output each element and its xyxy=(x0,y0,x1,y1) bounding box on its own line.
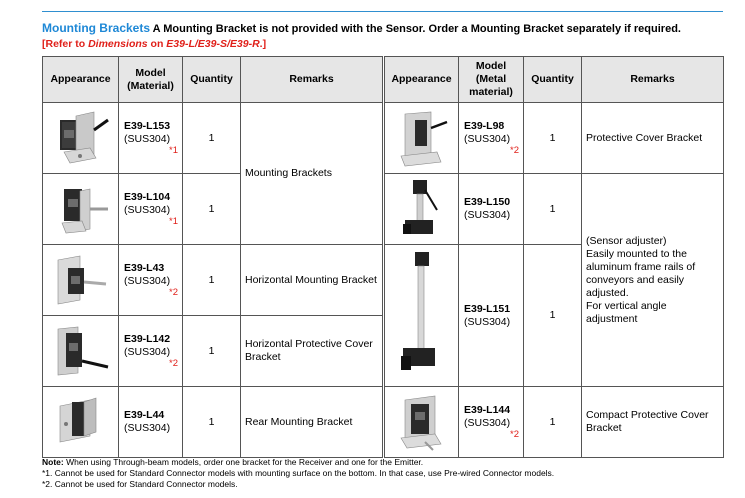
model-cell xyxy=(459,245,524,387)
quantity-cell: 1 xyxy=(524,245,582,387)
model-name: E39-L144 xyxy=(464,404,511,416)
table-row xyxy=(43,316,383,387)
bracket-l44-icon xyxy=(43,387,119,458)
model-material: (SUS304) xyxy=(124,133,171,145)
table-row xyxy=(43,245,383,316)
model-material: (SUS304) xyxy=(464,417,511,429)
quantity-cell: 1 xyxy=(524,174,582,245)
quantity-cell: 1 xyxy=(183,245,241,316)
note-label: Note: xyxy=(42,457,64,467)
bracket-l104-icon xyxy=(43,174,119,245)
header-quantity: Quantity xyxy=(524,57,582,103)
quantity-cell: 1 xyxy=(524,103,582,174)
header-remarks: Remarks xyxy=(241,57,383,103)
quantity-cell: 1 xyxy=(183,174,241,245)
model-name: E39-L151 xyxy=(464,302,511,315)
model-material: (SUS304) xyxy=(124,275,171,287)
model-footnote: *2 xyxy=(510,429,519,440)
remarks-cell: Mounting Brackets xyxy=(241,103,383,245)
remarks-cell: Horizontal Protective Cover Bracket xyxy=(241,316,383,387)
model-cell xyxy=(119,103,183,174)
model-cell xyxy=(459,387,524,458)
footnote-2: *2. Cannot be used for Standard Connector models. xyxy=(42,479,238,489)
model-cell xyxy=(459,174,524,245)
table-row xyxy=(43,103,383,174)
model-name: E39-L44 xyxy=(124,409,165,421)
model-name: E39-L142 xyxy=(124,333,171,345)
header-remarks: Remarks xyxy=(582,57,724,103)
quantity-cell: 1 xyxy=(183,103,241,174)
table-header-row xyxy=(385,57,724,103)
remarks-cell: Protective Cover Bracket xyxy=(582,103,724,174)
remarks-line: (Sensor adjuster) xyxy=(586,234,667,247)
model-name: E39-L150 xyxy=(464,196,511,208)
model-footnote: *1 xyxy=(169,216,178,227)
model-cell xyxy=(119,316,183,387)
remarks-line: Easily mounted to the aluminum frame rails of conveyors and easily adjusted. xyxy=(586,247,696,299)
table-row xyxy=(385,387,724,458)
refer-dimensions-link[interactable]: Dimensions xyxy=(88,38,148,50)
section-title: Mounting Brackets xyxy=(42,21,151,35)
footnote-1: *1. Cannot be used for Standard Connector models with mounting surface on the bottom. In that case, use Pre-wired Connector models. xyxy=(42,468,555,478)
remarks-cell: Rear Mounting Bracket xyxy=(241,387,383,458)
bracket-l144-icon xyxy=(385,387,459,458)
model-material: (SUS304) xyxy=(464,315,511,328)
quantity-cell: 1 xyxy=(524,387,582,458)
quantity-cell: 1 xyxy=(183,316,241,387)
table-row xyxy=(385,103,724,174)
header-model: Model (Material) xyxy=(119,57,183,103)
refer-on: on xyxy=(150,38,164,50)
quantity-cell: 1 xyxy=(183,387,241,458)
model-material: (SUS304) xyxy=(124,346,171,358)
model-cell xyxy=(119,245,183,316)
remarks-line: For vertical angle adjustment xyxy=(586,299,667,325)
model-name: E39-L43 xyxy=(124,262,165,274)
model-footnote: *2 xyxy=(510,145,519,156)
bracket-l43-icon xyxy=(43,245,119,316)
model-material: (SUS304) xyxy=(464,209,511,221)
model-material: (SUS304) xyxy=(464,133,511,145)
top-rule xyxy=(42,11,723,12)
note-main xyxy=(42,457,554,468)
model-name: E39-L104 xyxy=(124,191,171,203)
refer-note xyxy=(42,37,266,51)
bracket-l142-icon xyxy=(43,316,119,387)
refer-prefix: [Refer to xyxy=(42,38,86,50)
header-appearance: Appearance xyxy=(385,57,459,103)
sensor-adjuster-l150-icon xyxy=(385,174,459,245)
table-row xyxy=(385,174,724,245)
model-footnote: *1 xyxy=(169,145,178,156)
model-footnote: *2 xyxy=(169,287,178,298)
model-material: (SUS304) xyxy=(124,422,171,434)
remarks-cell: Compact Protective Cover Bracket xyxy=(582,387,724,458)
model-name: E39-L153 xyxy=(124,120,171,132)
remarks-cell xyxy=(582,174,724,387)
model-cell xyxy=(119,387,183,458)
section-heading xyxy=(42,21,732,37)
footnotes xyxy=(42,457,554,490)
note-main-text: When using Through-beam models, order one bracket for the Receiver and one for the Emitter. xyxy=(66,457,424,467)
bracket-l98-icon xyxy=(385,103,459,174)
table-header-row xyxy=(43,57,383,103)
model-footnote: *2 xyxy=(169,358,178,369)
model-material: (SUS304) xyxy=(124,204,171,216)
refer-models: E39-L/E39-S/E39-R xyxy=(166,38,260,50)
header-appearance: Appearance xyxy=(43,57,119,103)
refer-suffix: .] xyxy=(259,38,267,50)
header-model: Model (Metal material) xyxy=(459,57,524,103)
model-name: E39-L98 xyxy=(464,120,505,132)
section-description: A Mounting Bracket is not provided with the Sensor. Order a Mounting Bracket separately if required. xyxy=(152,23,681,35)
model-cell xyxy=(459,103,524,174)
table-row xyxy=(43,387,383,458)
sensor-adjuster-l151-icon xyxy=(385,245,459,387)
model-cell xyxy=(119,174,183,245)
bracket-l153-icon xyxy=(43,103,119,174)
left-bracket-table xyxy=(42,56,383,458)
header-quantity: Quantity xyxy=(183,57,241,103)
remarks-cell: Horizontal Mounting Bracket xyxy=(241,245,383,316)
right-bracket-table xyxy=(384,56,724,458)
